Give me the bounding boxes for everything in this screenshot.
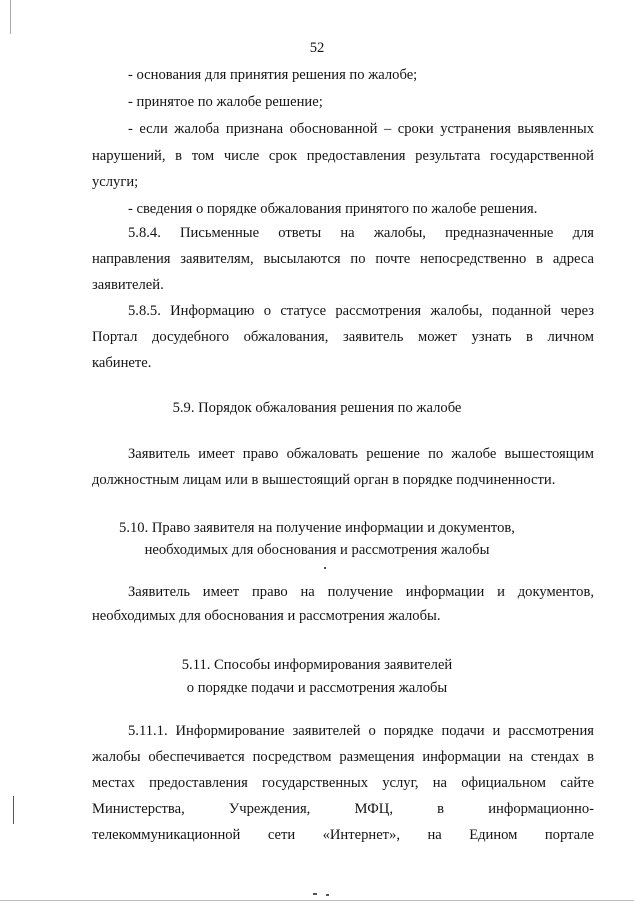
paragraph-line: 5.11.1. Информирование заявителей о порядке подачи и рассмотрения	[128, 723, 594, 739]
section-heading: необходимых для обоснования и рассмотрения жалобы	[144, 542, 490, 558]
paragraph-line: - если жалоба признана обоснованной – сроки устранения выявленных	[128, 121, 594, 137]
scan-dot	[324, 567, 326, 569]
scan-edge-mark	[10, 0, 11, 34]
paragraph-line: Портал досудебного обжалования, заявитель может узнать в личном	[92, 329, 594, 345]
paragraph-line: необходимых для обоснования и рассмотрения жалобы.	[92, 608, 441, 624]
paragraph-line: Заявитель имеет право обжаловать решение по жалобе вышестоящим	[128, 446, 594, 462]
paragraph-line: 5.8.5. Информацию о статусе рассмотрения жалобы, поданной через	[128, 303, 594, 319]
page-number: 52	[309, 40, 325, 56]
paragraph-line: Заявитель имеет право на получение информации и документов,	[128, 584, 594, 600]
scan-dot	[326, 894, 329, 896]
paragraph-line: местах предоставления государственных услуг, на официальном сайте	[92, 775, 594, 791]
paragraph-line: должностным лицам или в вышестоящий орган в порядке подчиненности.	[92, 472, 556, 488]
section-heading: 5.10. Право заявителя на получение информации и документов,	[119, 520, 515, 536]
paragraph-line: услуги;	[92, 174, 139, 190]
list-item: - принятое по жалобе решение;	[128, 94, 323, 110]
paragraph-line: направления заявителям, высылаются по почте непосредственно в адреса	[92, 251, 594, 267]
scan-bottom-edge	[0, 900, 634, 901]
paragraph-line: заявителей.	[92, 277, 164, 293]
scan-edge-mark	[13, 796, 14, 824]
list-item: - сведения о порядке обжалования принятого по жалобе решения.	[128, 201, 538, 217]
section-heading: о порядке подачи и рассмотрения жалобы	[186, 680, 448, 696]
paragraph-line: жалобы обеспечивается посредством размещения информации на стендах в	[92, 749, 594, 765]
paragraph-line: 5.8.4. Письменные ответы на жалобы, предназначенные для	[128, 225, 594, 241]
paragraph-line: кабинете.	[92, 355, 152, 371]
list-item: - основания для принятия решения по жалобе;	[128, 67, 418, 83]
section-heading: 5.9. Порядок обжалования решения по жалобе	[172, 400, 462, 416]
section-heading: 5.11. Способы информирования заявителей	[181, 657, 453, 673]
paragraph-line: телекоммуникационной сети «Интернет», на Едином портале	[92, 827, 594, 843]
paragraph-line: Министерства, Учреждения, МФЦ, в информационно-	[92, 801, 594, 817]
scan-dot	[313, 893, 317, 895]
paragraph-line: нарушений, в том числе срок предоставления результата государственной	[92, 148, 594, 164]
